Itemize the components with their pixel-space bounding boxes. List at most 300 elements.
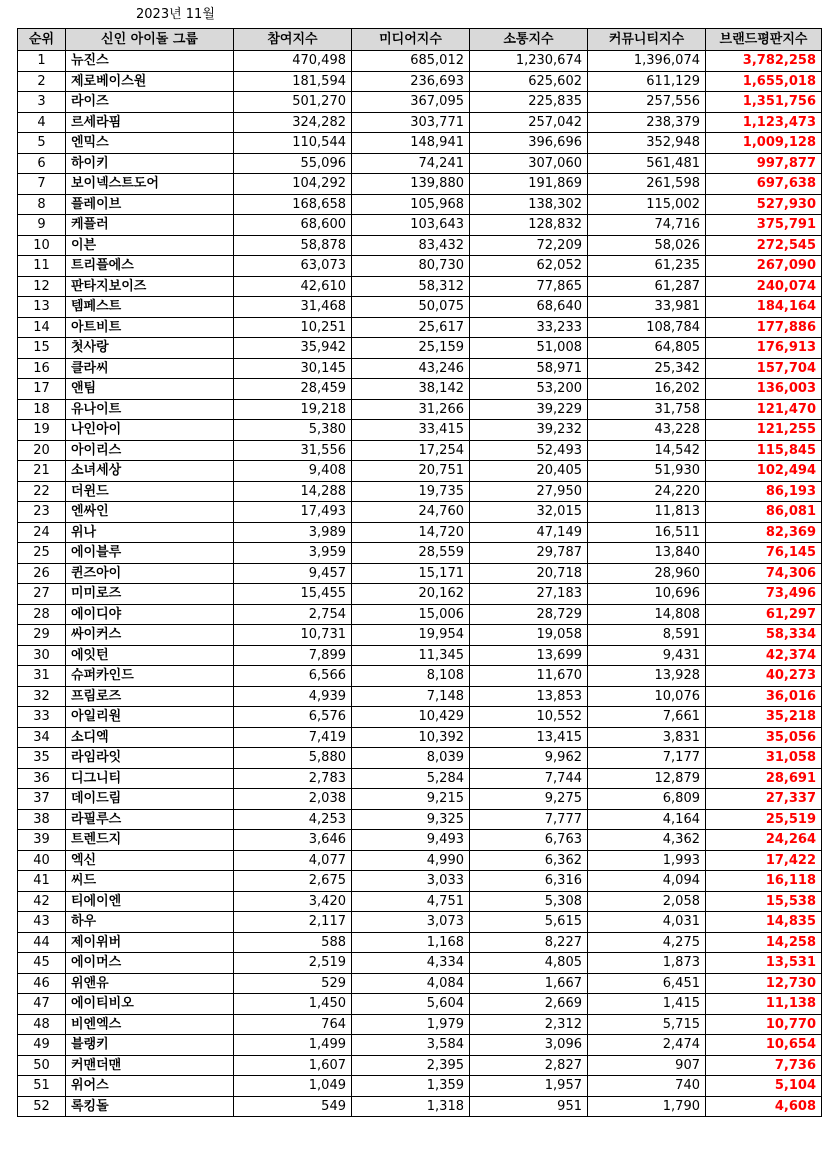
communication-cell: 58,971 [470,358,588,379]
community-cell: 6,809 [588,789,706,810]
rank-cell: 42 [18,891,66,912]
participation-cell: 588 [234,932,352,953]
communication-cell: 625,602 [470,71,588,92]
community-cell: 74,716 [588,215,706,236]
table-row [18,153,822,174]
community-cell: 561,481 [588,153,706,174]
media-cell: 15,171 [352,563,470,584]
communication-cell: 13,853 [470,686,588,707]
brand-reputation-cell: 76,145 [706,543,822,564]
media-cell: 1,168 [352,932,470,953]
media-cell: 80,730 [352,256,470,277]
table-row [18,768,822,789]
participation-cell: 28,459 [234,379,352,400]
media-cell: 2,395 [352,1055,470,1076]
brand-reputation-cell: 177,886 [706,317,822,338]
brand-reputation-cell: 157,704 [706,358,822,379]
communication-cell: 225,835 [470,92,588,113]
communication-cell: 8,227 [470,932,588,953]
group-name-cell: 미미로즈 [66,584,234,605]
communication-cell: 20,718 [470,563,588,584]
brand-reputation-cell: 13,531 [706,953,822,974]
column-header-participation: 참여지수 [234,29,352,51]
column-header-media: 미디어지수 [352,29,470,51]
table-row [18,194,822,215]
group-name-cell: 제로베이스원 [66,71,234,92]
community-cell: 4,031 [588,912,706,933]
media-cell: 4,084 [352,973,470,994]
brand-reputation-cell: 74,306 [706,563,822,584]
table-row [18,174,822,195]
rank-cell: 28 [18,604,66,625]
table-row [18,51,822,72]
participation-cell: 1,450 [234,994,352,1015]
brand-reputation-cell: 7,736 [706,1055,822,1076]
media-cell: 74,241 [352,153,470,174]
group-name-cell: 위어스 [66,1076,234,1097]
brand-reputation-cell: 35,218 [706,707,822,728]
community-cell: 13,840 [588,543,706,564]
brand-reputation-cell: 61,297 [706,604,822,625]
group-name-cell: 에이디야 [66,604,234,625]
brand-reputation-cell: 31,058 [706,748,822,769]
table-row [18,604,822,625]
brand-reputation-cell: 997,877 [706,153,822,174]
table-row [18,891,822,912]
media-cell: 10,429 [352,707,470,728]
media-cell: 8,039 [352,748,470,769]
rank-cell: 8 [18,194,66,215]
group-name-cell: 디그니티 [66,768,234,789]
brand-reputation-cell: 4,608 [706,1096,822,1117]
communication-cell: 4,805 [470,953,588,974]
table-row [18,379,822,400]
community-cell: 257,556 [588,92,706,113]
group-name-cell: 프림로즈 [66,686,234,707]
media-cell: 25,159 [352,338,470,359]
group-name-cell: 이븐 [66,235,234,256]
rank-cell: 37 [18,789,66,810]
media-cell: 5,604 [352,994,470,1015]
communication-cell: 52,493 [470,440,588,461]
community-cell: 9,431 [588,645,706,666]
communication-cell: 1,667 [470,973,588,994]
table-row [18,338,822,359]
column-header-group: 신인 아이돌 그룹 [66,29,234,51]
brand-reputation-cell: 86,193 [706,481,822,502]
media-cell: 25,617 [352,317,470,338]
brand-reputation-cell: 73,496 [706,584,822,605]
media-cell: 17,254 [352,440,470,461]
media-cell: 3,073 [352,912,470,933]
community-cell: 108,784 [588,317,706,338]
media-cell: 19,954 [352,625,470,646]
participation-cell: 104,292 [234,174,352,195]
participation-cell: 31,556 [234,440,352,461]
rank-cell: 48 [18,1014,66,1035]
community-cell: 16,511 [588,522,706,543]
participation-cell: 10,251 [234,317,352,338]
media-cell: 33,415 [352,420,470,441]
participation-cell: 3,989 [234,522,352,543]
communication-cell: 396,696 [470,133,588,154]
brand-reputation-cell: 184,164 [706,297,822,318]
communication-cell: 39,229 [470,399,588,420]
participation-cell: 9,457 [234,563,352,584]
brand-reputation-cell: 176,913 [706,338,822,359]
community-cell: 14,808 [588,604,706,625]
rank-cell: 43 [18,912,66,933]
community-cell: 14,542 [588,440,706,461]
group-name-cell: 위나 [66,522,234,543]
brand-reputation-cell: 82,369 [706,522,822,543]
community-cell: 7,177 [588,748,706,769]
participation-cell: 35,942 [234,338,352,359]
brand-reputation-cell: 102,494 [706,461,822,482]
communication-cell: 3,096 [470,1035,588,1056]
community-cell: 4,094 [588,871,706,892]
media-cell: 4,334 [352,953,470,974]
brand-reputation-cell: 3,782,258 [706,51,822,72]
group-name-cell: 더윈드 [66,481,234,502]
table-row [18,543,822,564]
communication-cell: 257,042 [470,112,588,133]
media-cell: 105,968 [352,194,470,215]
rank-cell: 2 [18,71,66,92]
media-cell: 24,760 [352,502,470,523]
participation-cell: 55,096 [234,153,352,174]
table-row [18,727,822,748]
rank-cell: 52 [18,1096,66,1117]
community-cell: 7,661 [588,707,706,728]
group-name-cell: 블랭키 [66,1035,234,1056]
participation-cell: 764 [234,1014,352,1035]
group-name-cell: 르세라핌 [66,112,234,133]
group-name-cell: 클라씨 [66,358,234,379]
community-cell: 58,026 [588,235,706,256]
communication-cell: 68,640 [470,297,588,318]
community-cell: 1,790 [588,1096,706,1117]
rank-cell: 19 [18,420,66,441]
communication-cell: 29,787 [470,543,588,564]
group-name-cell: 데이드림 [66,789,234,810]
group-name-cell: 보이넥스트도어 [66,174,234,195]
group-name-cell: 제이위버 [66,932,234,953]
group-name-cell: 비엔엑스 [66,1014,234,1035]
rank-cell: 22 [18,481,66,502]
brand-reputation-cell: 14,258 [706,932,822,953]
rank-cell: 11 [18,256,66,277]
community-cell: 10,696 [588,584,706,605]
table-row [18,481,822,502]
table-row [18,953,822,974]
rank-cell: 31 [18,666,66,687]
community-cell: 13,928 [588,666,706,687]
community-cell: 1,415 [588,994,706,1015]
community-cell: 61,287 [588,276,706,297]
group-name-cell: 첫사랑 [66,338,234,359]
communication-cell: 11,670 [470,666,588,687]
table-row [18,584,822,605]
table-row [18,973,822,994]
brand-reputation-cell: 1,655,018 [706,71,822,92]
media-cell: 11,345 [352,645,470,666]
participation-cell: 2,519 [234,953,352,974]
communication-cell: 33,233 [470,317,588,338]
brand-reputation-cell: 1,351,756 [706,92,822,113]
table-row [18,358,822,379]
community-cell: 238,379 [588,112,706,133]
community-cell: 43,228 [588,420,706,441]
participation-cell: 3,959 [234,543,352,564]
community-cell: 33,981 [588,297,706,318]
column-header-communication: 소통지수 [470,29,588,51]
media-cell: 8,108 [352,666,470,687]
rank-cell: 23 [18,502,66,523]
participation-cell: 1,049 [234,1076,352,1097]
group-name-cell: 티에이엔 [66,891,234,912]
community-cell: 28,960 [588,563,706,584]
participation-cell: 2,783 [234,768,352,789]
communication-cell: 39,232 [470,420,588,441]
media-cell: 9,215 [352,789,470,810]
communication-cell: 51,008 [470,338,588,359]
communication-cell: 10,552 [470,707,588,728]
community-cell: 64,805 [588,338,706,359]
participation-cell: 501,270 [234,92,352,113]
rank-cell: 14 [18,317,66,338]
brand-reputation-cell: 115,845 [706,440,822,461]
communication-cell: 5,615 [470,912,588,933]
table-row [18,748,822,769]
brand-reputation-cell: 28,691 [706,768,822,789]
table-row [18,645,822,666]
media-cell: 3,033 [352,871,470,892]
participation-cell: 15,455 [234,584,352,605]
table-row [18,1076,822,1097]
group-name-cell: 소녀세상 [66,461,234,482]
participation-cell: 2,754 [234,604,352,625]
column-header-brand-reputation: 브랜드평판지수 [706,29,822,51]
community-cell: 25,342 [588,358,706,379]
group-name-cell: 에이블루 [66,543,234,564]
media-cell: 14,720 [352,522,470,543]
group-name-cell: 엔싸인 [66,502,234,523]
table-caption: 2023년 11월 [136,7,215,22]
media-cell: 4,751 [352,891,470,912]
brand-reputation-cell: 272,545 [706,235,822,256]
brand-reputation-cell: 136,003 [706,379,822,400]
table-row [18,850,822,871]
communication-cell: 2,669 [470,994,588,1015]
group-name-cell: 아이리스 [66,440,234,461]
media-cell: 4,990 [352,850,470,871]
table-row [18,440,822,461]
communication-cell: 53,200 [470,379,588,400]
media-cell: 5,284 [352,768,470,789]
participation-cell: 2,117 [234,912,352,933]
rank-cell: 45 [18,953,66,974]
community-cell: 115,002 [588,194,706,215]
participation-cell: 1,607 [234,1055,352,1076]
communication-cell: 28,729 [470,604,588,625]
participation-cell: 181,594 [234,71,352,92]
group-name-cell: 록킹돌 [66,1096,234,1117]
communication-cell: 32,015 [470,502,588,523]
table-row [18,789,822,810]
group-name-cell: 뉴진스 [66,51,234,72]
participation-cell: 3,420 [234,891,352,912]
column-header-rank: 순위 [18,29,66,51]
table-row [18,276,822,297]
communication-cell: 9,275 [470,789,588,810]
participation-cell: 42,610 [234,276,352,297]
community-cell: 3,831 [588,727,706,748]
community-cell: 11,813 [588,502,706,523]
rank-cell: 16 [18,358,66,379]
communication-cell: 1,957 [470,1076,588,1097]
community-cell: 5,715 [588,1014,706,1035]
rank-cell: 9 [18,215,66,236]
community-cell: 1,993 [588,850,706,871]
rank-cell: 21 [18,461,66,482]
participation-cell: 470,498 [234,51,352,72]
media-cell: 9,493 [352,830,470,851]
media-cell: 303,771 [352,112,470,133]
rank-cell: 24 [18,522,66,543]
table-row [18,112,822,133]
table-row [18,92,822,113]
table-row [18,235,822,256]
table-row [18,71,822,92]
media-cell: 7,148 [352,686,470,707]
table-row [18,871,822,892]
group-name-cell: 엑신 [66,850,234,871]
participation-cell: 10,731 [234,625,352,646]
group-name-cell: 소디엑 [66,727,234,748]
table-row [18,666,822,687]
participation-cell: 3,646 [234,830,352,851]
brand-reputation-cell: 36,016 [706,686,822,707]
group-name-cell: 에이티비오 [66,994,234,1015]
community-cell: 51,930 [588,461,706,482]
group-name-cell: 라필루스 [66,809,234,830]
media-cell: 15,006 [352,604,470,625]
media-cell: 685,012 [352,51,470,72]
rank-cell: 10 [18,235,66,256]
table-row [18,502,822,523]
communication-cell: 72,209 [470,235,588,256]
rank-cell: 12 [18,276,66,297]
participation-cell: 58,878 [234,235,352,256]
table-row [18,1055,822,1076]
community-cell: 12,879 [588,768,706,789]
media-cell: 20,751 [352,461,470,482]
rank-cell: 4 [18,112,66,133]
brand-reputation-cell: 527,930 [706,194,822,215]
community-cell: 4,164 [588,809,706,830]
participation-cell: 30,145 [234,358,352,379]
group-name-cell: 에잇턴 [66,645,234,666]
group-name-cell: 템페스트 [66,297,234,318]
group-name-cell: 커맨더맨 [66,1055,234,1076]
group-name-cell: 케플러 [66,215,234,236]
media-cell: 1,979 [352,1014,470,1035]
rank-cell: 38 [18,809,66,830]
group-name-cell: 트렌드지 [66,830,234,851]
table-row [18,133,822,154]
table-row [18,317,822,338]
communication-cell: 6,362 [470,850,588,871]
brand-reputation-cell: 17,422 [706,850,822,871]
community-cell: 352,948 [588,133,706,154]
media-cell: 83,432 [352,235,470,256]
communication-cell: 27,950 [470,481,588,502]
community-cell: 10,076 [588,686,706,707]
rank-cell: 36 [18,768,66,789]
communication-cell: 6,316 [470,871,588,892]
rank-cell: 41 [18,871,66,892]
brand-reputation-cell: 16,118 [706,871,822,892]
communication-cell: 1,230,674 [470,51,588,72]
participation-cell: 4,939 [234,686,352,707]
table-row [18,1035,822,1056]
table-row [18,809,822,830]
brand-reputation-cell: 1,123,473 [706,112,822,133]
participation-cell: 68,600 [234,215,352,236]
table-row [18,994,822,1015]
community-cell: 16,202 [588,379,706,400]
group-name-cell: 아트비트 [66,317,234,338]
brand-reputation-cell: 375,791 [706,215,822,236]
participation-cell: 5,880 [234,748,352,769]
brand-reputation-cell: 14,835 [706,912,822,933]
brand-reputation-cell: 267,090 [706,256,822,277]
group-name-cell: 슈퍼카인드 [66,666,234,687]
media-cell: 19,735 [352,481,470,502]
brand-reputation-cell: 25,519 [706,809,822,830]
brand-reputation-cell: 24,264 [706,830,822,851]
rank-cell: 30 [18,645,66,666]
rank-cell: 34 [18,727,66,748]
rank-cell: 35 [18,748,66,769]
rank-cell: 7 [18,174,66,195]
group-name-cell: 트리플에스 [66,256,234,277]
brand-reputation-cell: 40,273 [706,666,822,687]
rank-cell: 20 [18,440,66,461]
column-header-community: 커뮤니티지수 [588,29,706,51]
community-cell: 261,598 [588,174,706,195]
community-cell: 740 [588,1076,706,1097]
brand-reputation-cell: 240,074 [706,276,822,297]
brand-reputation-cell: 5,104 [706,1076,822,1097]
table-row [18,1096,822,1117]
community-cell: 4,275 [588,932,706,953]
communication-cell: 191,869 [470,174,588,195]
participation-cell: 14,288 [234,481,352,502]
communication-cell: 7,777 [470,809,588,830]
community-cell: 2,474 [588,1035,706,1056]
brand-reputation-cell: 35,056 [706,727,822,748]
community-cell: 907 [588,1055,706,1076]
communication-cell: 5,308 [470,891,588,912]
participation-cell: 2,038 [234,789,352,810]
rank-cell: 6 [18,153,66,174]
communication-cell: 7,744 [470,768,588,789]
communication-cell: 20,405 [470,461,588,482]
brand-reputation-cell: 42,374 [706,645,822,666]
group-name-cell: 판타지보이즈 [66,276,234,297]
